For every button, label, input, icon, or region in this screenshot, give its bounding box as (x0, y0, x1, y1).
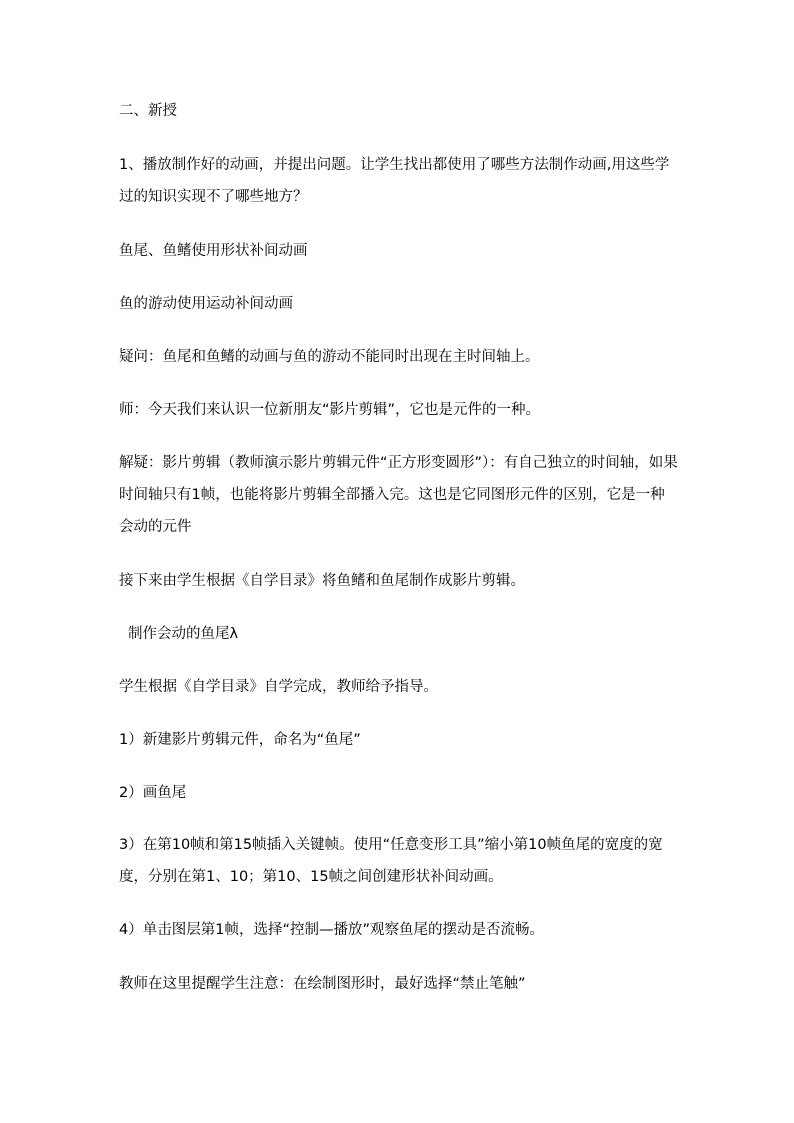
subheading-fish-tail: 制作会动的鱼尾λ (128, 626, 239, 642)
paragraph-motion-tween: 鱼的游动使用运动补间动画 (119, 296, 293, 312)
paragraph-play-animation: 1、播放制作好的动画，并提出问题。让学生找出都使用了哪些方法制作动画,用这些学过的知识实现不了哪些地方？ (119, 157, 670, 205)
section-heading: 二、新授 (119, 103, 177, 119)
paragraph-teacher-intro: 师：今天我们来认识一位新朋友“影片剪辑”，它也是元件的一种。 (119, 402, 541, 418)
paragraph-explanation: 解疑：影片剪辑（教师演示影片剪辑元件“正方形变圆形”）：有自己独立的时间轴，如果时间轴只有1帧，也能将影片剪辑全部播入完。这也是它同图形元件的区别，它是一种会动的元件 (119, 455, 678, 535)
paragraph-shape-tween: 鱼尾、鱼鳍使用形状补间动画 (119, 243, 308, 259)
paragraph-next-step: 接下来由学生根据《自学目录》将鱼鳍和鱼尾制作成影片剪辑。 (119, 573, 525, 589)
step-4: 4）单击图层第1帧，选择“控制—播放”观察鱼尾的摆动是否流畅。 (119, 922, 544, 938)
step-3: 3）在第10帧和第15帧插入关键帧。使用“任意变形工具”缩小第10帧鱼尾的宽度的宽度，分别在第1、10；第10、15帧之间创建形状补间动画。 (119, 837, 663, 885)
step-1: 1）新建影片剪辑元件，命名为“鱼尾” (119, 732, 361, 748)
paragraph-question: 疑问：鱼尾和鱼鳍的动画与鱼的游动不能同时出现在主时间轴上。 (119, 349, 540, 365)
paragraph-teacher-reminder: 教师在这里提醒学生注意：在绘制图形时，最好选择“禁止笔触” (119, 976, 526, 992)
step-2: 2）画鱼尾 (119, 785, 187, 801)
paragraph-self-study: 学生根据《自学目录》自学完成，教师给予指导。 (119, 679, 438, 695)
